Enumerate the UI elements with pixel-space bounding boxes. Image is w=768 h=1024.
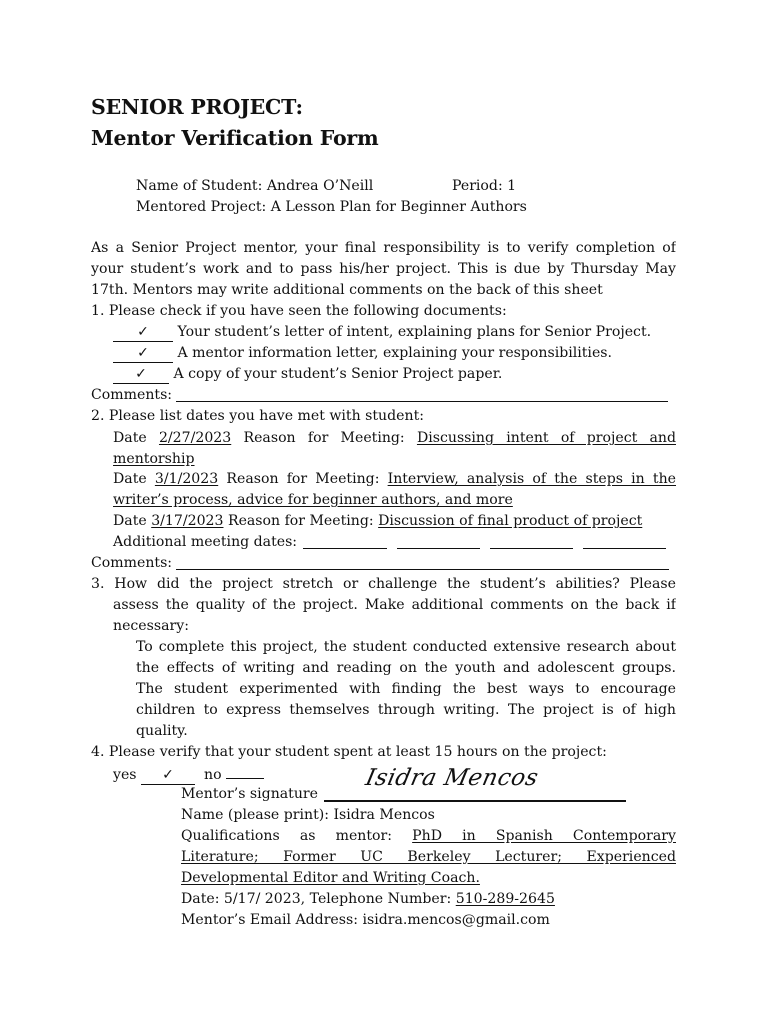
yes-check-mark-icon[interactable]: ✓ [141,768,195,785]
student-name: Name of Student: Andrea O’Neill [136,178,374,194]
meeting-row: Date 3/1/2023 Reason for Meeting: Interview, analysis of the steps in the [113,471,676,487]
meeting-reason-continued: writer’s process, advice for beginner authors, and more [113,492,513,508]
signature-label: Mentor’s signature [181,786,318,802]
question-3-answer-line: quality. [136,723,188,739]
document-check-item [113,322,651,342]
question-3-answer-line: To complete this project, the student conducted extensive research about [136,639,676,655]
mentor-name: Name (please print): Isidra Mencos [181,807,435,823]
meeting-reason: Discussion of final product of project [378,513,643,529]
additional-date-field[interactable] [583,548,666,549]
no-label: no [204,767,222,783]
no-check-field[interactable] [226,764,264,779]
meeting-date: 2/27/2023 [158,430,232,446]
question-3-answer-line: children to express themselves through writing. The project is of high [136,702,676,718]
signature-line[interactable] [324,800,626,802]
document-label: A copy of your student’s Senior Project paper. [173,366,503,382]
meeting-reason-continued: mentorship [113,451,195,467]
document-label: A mentor information letter, explaining your responsibilities. [177,345,612,361]
check-mark-icon[interactable]: ✓ [113,325,173,342]
intro-line: 17th. Mentors may write additional comments on the back of this sheet [91,282,603,298]
yes-label: yes [113,767,137,783]
meeting-reason: Interview, analysis of the steps in the [387,471,676,487]
document-check-item [113,364,502,384]
intro-line: As a Senior Project mentor, your final responsibility is to verify completion of [91,240,676,256]
meeting-date: 3/17/2023 [151,513,224,529]
form-title-line1: SENIOR PROJECT: [91,95,303,119]
meeting-row: Date 3/17/2023 Reason for Meeting: Discussion of final product of project [113,513,643,529]
meeting-row: Date 2/27/2023 Reason for Meeting: Discussing intent of project and [113,430,676,446]
document-check-item [113,343,612,363]
student-period: Period: 1 [452,178,517,194]
meeting-date: 3/1/2023 [154,471,219,487]
question-1-comments-label: Comments: [91,387,173,403]
mentored-project: Mentored Project: A Lesson Plan for Beginner Authors [136,199,527,215]
date-and-phone: Date: 5/17/ 2023, Telephone Number: 510-289-2645 [181,891,555,907]
question-4-prompt: 4. Please verify that your student spent at least 15 hours on the project: [91,744,607,760]
additional-date-field[interactable] [397,548,480,549]
additional-date-field[interactable] [303,548,387,549]
phone-number: 510-289-2645 [455,891,555,907]
intro-line: your student’s work and to pass his/her project. This is due by Thursday May [91,261,676,277]
form-title-line2: Mentor Verification Form [91,126,379,150]
mentor-qualifications-continued: Developmental Editor and Writing Coach. [181,870,480,886]
question-3-prompt: assess the quality of the project. Make additional comments on the back if [113,597,676,613]
mentor-qualifications-continued: Literature; Former UC Berkeley Lecturer; Experienced [181,849,676,865]
check-mark-icon[interactable]: ✓ [113,367,169,384]
question-3-answer-line: the effects of writing and reading on the youth and adolescent groups. [136,660,676,676]
additional-date-field[interactable] [490,548,573,549]
question-2-comments-label: Comments: [91,555,173,571]
document-label: Your student’s letter of intent, explaining plans for Senior Project. [177,324,652,340]
check-mark-icon[interactable]: ✓ [113,346,173,363]
mentor-qualifications: Qualifications as mentor: PhD in Spanish Contemporary [181,828,676,844]
question-1-comments-line[interactable] [176,401,668,402]
additional-meeting-dates-label: Additional meeting dates: [113,534,298,550]
hours-verification [113,764,264,785]
question-3-prompt: 3. How did the project stretch or challenge the student’s abilities? Please [91,576,676,592]
meeting-reason: Discussing intent of project and [416,430,676,446]
question-2-comments-line[interactable] [176,569,669,570]
question-2-prompt: 2. Please list dates you have met with student: [91,408,424,424]
question-3-prompt: necessary: [113,618,189,634]
question-3-answer-line: The student experimented with finding the best ways to encourage [136,681,676,697]
question-1-prompt: 1. Please check if you have seen the following documents: [91,303,507,319]
mentor-email: Mentor’s Email Address: isidra.mencos@gmail.com [181,912,550,928]
mentor-signature: Isidra Mencos [363,765,541,791]
